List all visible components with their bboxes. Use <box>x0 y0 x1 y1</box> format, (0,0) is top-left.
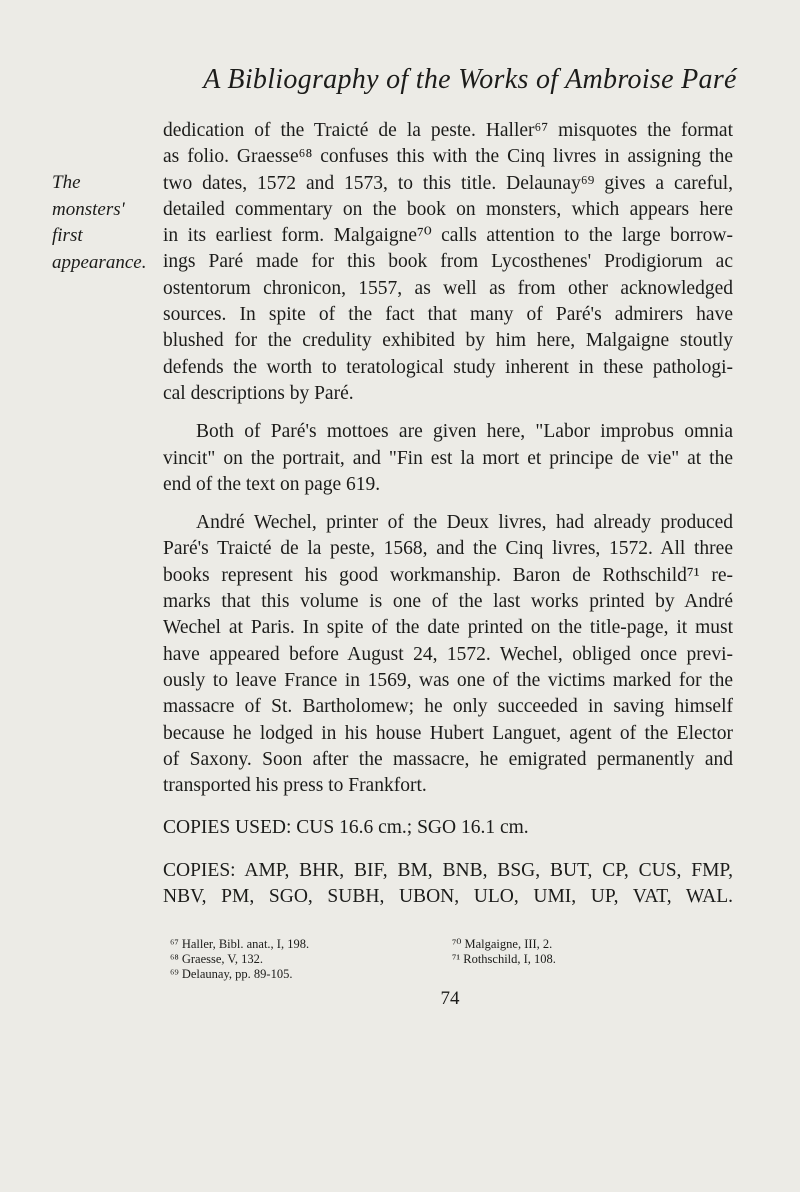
text-line: transported his press to Frankfort. <box>163 775 427 797</box>
footnote: ⁶⁷ Haller, Bibl. anat., I, 198. <box>170 937 310 951</box>
footnotes-right <box>452 937 672 967</box>
footnotes-left <box>170 937 450 982</box>
page-number: 74 <box>440 988 460 1009</box>
copies-line: NBV, PM, SGO, SUBH, UBON, ULO, UMI, UP, VAT, WAL. <box>163 886 733 908</box>
text-line: sources. In spite of the fact that many of Paré's admirers have <box>163 304 733 326</box>
text-line: vincit" on the portrait, and "Fin est la mort et principe de vie" at the <box>163 447 733 469</box>
margin-note <box>52 170 162 276</box>
footnote: ⁷¹ Rothschild, I, 108. <box>452 952 556 966</box>
paragraph-3 <box>163 510 733 799</box>
text-line: books represent his good workmanship. Baron de Rothschild⁷¹ re- <box>163 564 733 586</box>
margin-note-line: appearance. <box>52 251 147 273</box>
text-line: André Wechel, printer of the Deux livres, had already produced <box>196 512 733 534</box>
footnote: ⁶⁸ Graesse, V, 132. <box>170 952 263 966</box>
text-line: end of the text on page 619. <box>163 473 381 495</box>
margin-note-line: first <box>52 225 83 246</box>
text-line: blushed for the credulity exhibited by him here, Malgaigne stoutly <box>163 330 733 352</box>
running-head: A Bibliography of the Works of Ambroise Paré <box>203 64 737 95</box>
copies-used <box>163 815 733 841</box>
text-line: marks that this volume is one of the last works printed by André <box>163 591 733 613</box>
text-line: in its earliest form. Malgaigne⁷⁰ calls attention to the large borrow- <box>163 225 733 247</box>
text-line: ostentorum chronicon, 1557, as well as from other acknowledged <box>163 277 733 299</box>
text-line: dedication of the Traicté de la peste. Haller⁶⁷ misquotes the format <box>163 120 733 141</box>
text-line: massacre of St. Bartholomew; he only succeeded in saving himself <box>163 696 733 718</box>
text-line: Both of Paré's mottoes are given here, "Labor improbus omnia <box>196 421 733 443</box>
margin-note-line: The <box>52 172 81 193</box>
margin-note-line: monsters' <box>52 198 125 220</box>
text-line: Paré's Traicté de la peste, 1568, and the Cinq livres, 1572. All three <box>163 538 733 560</box>
copies-used-line: COPIES USED: CUS 16.6 cm.; SGO 16.1 cm. <box>163 817 529 839</box>
text-line: ings Paré made for this book from Lycosthenes' Prodigiorum ac <box>163 251 733 273</box>
paragraph-1 <box>163 118 733 407</box>
footnote: ⁷⁰ Malgaigne, III, 2. <box>452 937 553 951</box>
text-line: cal descriptions by Paré. <box>163 382 354 404</box>
text-line: because he lodged in his house Hubert Languet, agent of the Elector <box>163 722 733 744</box>
copies-line: COPIES: AMP, BHR, BIF, BM, BNB, BSG, BUT, CP, CUS, FMP, <box>163 859 733 881</box>
text-line: defends the worth to teratological study inherent in these pathologi- <box>163 356 733 378</box>
text-line: Wechel at Paris. In spite of the date printed on the title-page, it must <box>163 617 733 639</box>
text-line: detailed commentary on the book on monsters, which appears here <box>163 198 733 220</box>
text-line: have appeared before August 24, 1572. Wechel, obliged once previ- <box>163 643 733 665</box>
footnote: ⁶⁹ Delaunay, pp. 89-105. <box>170 967 293 981</box>
text-line: two dates, 1572 and 1573, to this title. Delaunay⁶⁹ gives a careful, <box>163 172 733 194</box>
body-text <box>163 118 733 910</box>
paragraph-2 <box>163 419 733 498</box>
text-line: as folio. Graesse⁶⁸ confuses this with the Cinq livres in assigning the <box>163 146 733 168</box>
copies-list <box>163 858 733 911</box>
text-line: ously to leave France in 1569, was one of the victims marked for the <box>163 669 733 691</box>
text-line: of Saxony. Soon after the massacre, he emigrated permanently and <box>163 748 733 770</box>
